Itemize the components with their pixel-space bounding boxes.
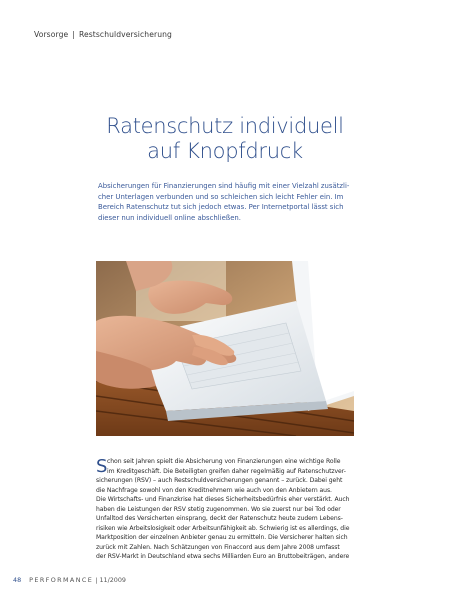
title-line: auf Knopfdruck [147,139,303,163]
body-line: Die Wirtschafts- und Finanzkrise hat dieses Sicherheitsbedürfnis eher verstärkt. Auch [96,496,350,504]
body-line: zurück mit Zahlen. Nach Schätzungen von Finaccord aus dem Jahre 2008 umfasst [96,543,340,551]
lead-line: cher Unterlagen verbunden und so schleichen sich leicht Fehler ein. Im [98,192,344,201]
lead-line: Bereich Ratenschutz tut sich jedoch etwas. Per Internetportal lässt sich [98,203,344,211]
hands-typing-on-laptop-photo [96,261,354,436]
section-subcategory: Restschuldversicherung [78,30,172,39]
issue-number: 11/2009 [99,576,126,584]
body-line: chon seit Jahren spielt die Absicherung von Finanzierungen eine wichtige Rolle [107,458,341,465]
body-line: risiken wie Arbeitslosigkeit oder Arbeitsunfähigkeit ab. Schwierig ist es allerdings, die [96,524,350,532]
page-footer [13,576,126,584]
lead-line: Absicherungen für Finanzierungen sind häufig mit einer Vielzahl zusätzli- [98,182,350,190]
body-line: im Kreditgeschäft. Die Beteiligten greifen daher regelmäßig auf Ratenschutzver- [107,467,346,475]
footer-separator: | [95,576,98,584]
section-separator: | [72,30,75,39]
article-title [0,114,450,164]
article-photo [96,261,354,436]
page-number: 48 [13,576,22,584]
section-category: Vorsorge [34,30,69,39]
body-line: die Nachfrage sowohl von den Kreditnehmern wie auch von den Anbietern aus. [96,486,332,494]
lead-line: dieser nun individuell online abschließen. [98,213,241,222]
body-line: Unfalltod des Versicherten einsprang, deckt der Ratenschutz heute zudem Lebens- [96,515,343,523]
section-header [34,30,172,39]
body-line: Marktposition der einzelnen Anbieter genau zu ermitteln. Die Versicherer halten sich [96,534,348,542]
article-lead [98,181,363,223]
body-line: haben die Leistungen der RSV stetig zugenommen. Wo sie zuerst nur bei Tod oder [96,505,341,513]
body-line: sicherungen (RSV) – auch Restschuldversicherungen genannt – zurück. Dabei geht [96,477,343,485]
article-body [96,457,358,562]
body-line: der RSV-Markt in Deutschland etwa sechs Milliarden Euro an Bruttobeiträgen, andere [96,553,350,561]
magazine-name: PERFORMANCE [29,576,94,584]
drop-cap: S [96,456,108,477]
title-line: Ratenschutz individuell [106,114,344,138]
